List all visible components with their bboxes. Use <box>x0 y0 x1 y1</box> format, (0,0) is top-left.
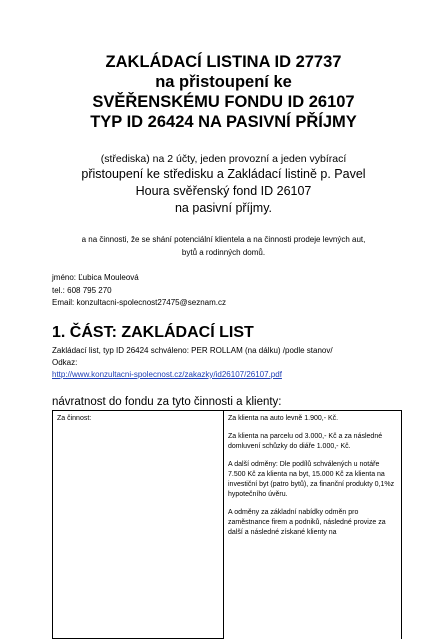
contact-phone: tel.: 608 795 270 <box>52 285 112 295</box>
bonus-cell <box>224 411 402 639</box>
activity-label-cell <box>53 411 224 639</box>
contact-name: jméno: Ľubica Mouleová <box>52 273 139 282</box>
subtitle-line-4: na pasivní příjmy. <box>174 201 273 215</box>
note-line-2: bytů a rodinných domů. <box>181 247 266 257</box>
note-line-1: a na činnosti, že se shání potenciální klientela a na činnosti prodeje levných aut, <box>81 235 366 244</box>
contact-email: Email: konzultacni-spolecnost27475@seznam.cz <box>52 298 226 307</box>
section-heading: 1. ČÁST: ZAKLÁDACÍ LIST <box>52 324 254 341</box>
subtitle-line-3: Houra svěřenský fond ID 26107 <box>135 184 312 198</box>
returns-table <box>52 410 402 639</box>
document-link[interactable]: http://www.konzultacni-spolecnost.cz/zakazky/id26107/26107.pdf <box>52 370 282 379</box>
bonus-item: A odměny za základní nabídky odměn pro zaměstnance firem a podniků, následné provize za další a následné získané klienty na <box>228 509 386 536</box>
section-body <box>52 345 402 381</box>
bonus-item: Za klienta na parcelu od 3.000,- Kč a za následné domluvení schůzky do diáře 1.000,- Kč. <box>228 433 383 450</box>
bonus-item: A další odměny: Dle podílů schválených u notáře 7.500 Kč za klienta na byt, 15.000 Kč za klienta na investiční byt (patro bytů), za finanční produkty 0,1%z hypotečního úvěru. <box>228 461 395 498</box>
table-row <box>53 411 402 639</box>
title-line-2: na přistoupení ke <box>155 73 292 91</box>
bonus-item: Za klienta na auto levně 1.900,- Kč. <box>228 415 339 422</box>
title-line-4: TYP ID 26424 NA PASIVNÍ PŘÍJMY <box>90 113 357 131</box>
section-text: Zakládací list, typ ID 26424 schváleno: PER ROLLAM (na dálku) /podle stanov/ <box>52 346 333 355</box>
odkaz-label: Odkaz: <box>52 358 78 367</box>
document-title <box>0 52 447 132</box>
activities-note <box>44 234 403 259</box>
returns-heading: návratnost do fondu za tyto činnosti a klienty: <box>52 396 282 408</box>
subtitle-line-1: (střediska) na 2 účty, jeden provozní a jeden vybírací <box>100 153 347 165</box>
title-line-1: ZAKLÁDACÍ LISTINA ID 27737 <box>105 53 342 71</box>
contact-block <box>52 272 226 310</box>
title-line-3: SVĚŘENSKÉMU FONDU ID 26107 <box>92 93 355 111</box>
activity-label: Za činnost: <box>57 415 92 422</box>
subtitle-line-2: přistoupení ke středisku a Zakládací listině p. Pavel <box>81 167 366 181</box>
document-subtitle <box>0 152 447 217</box>
